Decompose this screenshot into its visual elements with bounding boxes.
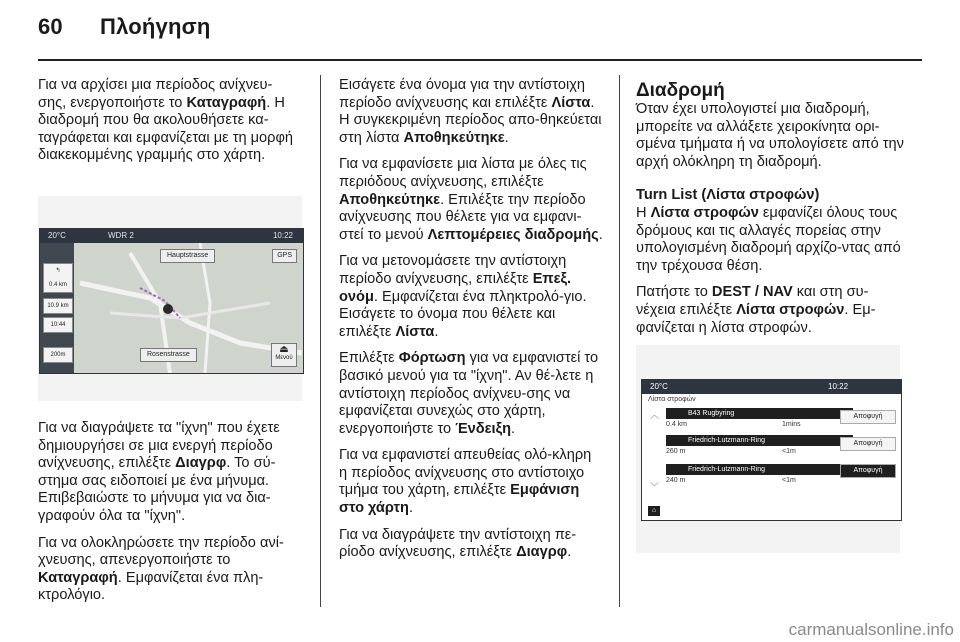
column-divider-1 xyxy=(320,75,321,607)
paragraph: Επιλέξτε Φόρτωση για να εμφανιστεί το βασικό μενού για τα "ίχνη". Αν θέ-λετε η αντίστοιχη περίοδος ανίχνευ-σης να εμφανίζεται συνεχώς στο χάρτη, ενεργοποιήστε το Ένδειξη. xyxy=(339,350,599,437)
scale-readout: 200m xyxy=(43,347,73,363)
paragraph: Όταν έχει υπολογιστεί μια διαδρομή, μπορείτε να αλλάξετε χειροκίνητα ορι-σμένα τμήματα ή να υπολογίσετε από την αρχή ολόκληρη τη διαδρομή. xyxy=(636,101,904,170)
arrival-time: 10:44 xyxy=(43,317,73,333)
section-heading: Διαδρομή xyxy=(636,80,725,101)
page-number: 60 xyxy=(38,14,63,39)
watermark: carmanualsonline.info xyxy=(788,620,954,639)
scroll-down-icon[interactable]: ﹀ xyxy=(650,482,660,492)
turn-list-row[interactable]: Friedrich-Lutzmann-Ring xyxy=(666,464,853,475)
paragraph: Για να διαγράψετε την αντίστοιχη πε-ρίοδο ανίχνευσης, επιλέξτε Διαγρφ. xyxy=(339,526,577,561)
person-icon: ⏏ xyxy=(279,344,289,355)
distance-readout: 10.9 km xyxy=(43,298,73,314)
status-bar: 20°C WDR 2 10:22 xyxy=(40,229,303,243)
avoid-button[interactable]: Αποφυγή xyxy=(840,410,896,424)
paragraph: Η Λίστα στροφών εμφανίζει όλους τους δρόμους και τις αλλαγές πορείας στην υπολογισμένη διαδρομή αρχίζο-ντας από την τρέχουσα θέση. xyxy=(636,204,901,274)
paragraph: Για να διαγράψετε τα "ίχνη" που έχετε δημιουργήσει σε μια ενεργή περίοδο ανίχνευσης, επιλέξτε Διαγρφ. Το σύ-στημα σας ειδοποιεί με ένα μήνυμα. Επιβεβαιώστε το μήνυμα για να δια-γραφούν όλα τα "ίχνη". xyxy=(38,420,280,524)
paragraph: Για να εμφανιστεί απευθείας ολό-κληρη η περίοδος ανίχνευσης στο αντίστοιχο τμήμα του χάρτη, επιλέξτε Εμφάνιση στο χάρτη. xyxy=(339,447,592,517)
scroll-up-icon[interactable]: ︿ xyxy=(650,410,660,420)
page-title: Πλοήγηση xyxy=(100,14,211,39)
status-bar: 20°C 10:22 xyxy=(642,380,901,394)
avoid-button[interactable]: Αποφυγή xyxy=(840,437,896,451)
subsection-heading: Turn List (Λίστα στροφών) xyxy=(636,187,820,204)
gps-label: GPS xyxy=(272,249,297,263)
column-2 xyxy=(339,77,603,571)
turn-arrow-button[interactable]: ↰ 0.4 km xyxy=(43,263,73,293)
avoid-button[interactable]: Αποφυγή xyxy=(840,464,896,478)
paragraph: Πατήστε το DEST / NAV και στη συ-νέχεια επιλέξτε Λίστα στροφών. Εμ-φανίζεται η λίστα στροφών. xyxy=(636,284,876,336)
turn-list-screenshot: 20°C 10:22 Λίστα στροφών ︿ ﹀ B43 Rugbyring 0.4 km 1mins Αποφυγή Friedrich-Lutzmann-Ring 260 m <1m Αποφυγή Friedrich-Lutzmann-Ring 240 m <1m Αποφυγή ⌂ xyxy=(641,379,902,521)
map-sidebar xyxy=(40,243,74,373)
column-divider-2 xyxy=(619,75,620,607)
paragraph: Για να εμφανίσετε μια λίστα με όλες τις περιόδους ανίχνευσης, επιλέξτε Αποθηκεύτηκε. Επιλέξτε την περίοδο ανίχνευσης που θέλετε για να εμφανι-στεί το μενού Λεπτομέρειες διαδρομής. xyxy=(339,156,603,243)
column-1 xyxy=(38,77,300,174)
paragraph: Για να αρχίσει μια περίοδος ανίχνευ-σης, ενεργοποιήστε το Καταγραφή. Η διαδρομή που θα ακολουθήσετε κα-ταγράφεται και εμφανίζεται με τη μορφή διακεκομμένης γραμμής στο χάρτη. xyxy=(38,77,294,164)
menu-button[interactable]: ⏏ Μενού xyxy=(271,343,297,367)
screen-title: Λίστα στροφών xyxy=(648,396,696,403)
home-icon[interactable]: ⌂ xyxy=(648,506,660,516)
paragraph: Για να μετονομάσετε την αντίστοιχη περίοδο ανίχνευσης, επιλέξτε Επεξ. ονόμ. Εμφανίζεται ένα πληκτρολό-γιο. Εισάγετε το όνομα που θέλετε και επιλέξτε Λίστα. xyxy=(339,253,587,340)
column-3 xyxy=(636,80,908,346)
paragraph: Για να ολοκληρώσετε την περίοδο ανί-χνευσης, απενεργοποιήστε το Καταγραφή. Εμφανίζεται ένα πλη-κτρολόγιο. xyxy=(38,534,284,604)
map-area[interactable] xyxy=(40,243,303,373)
map-screenshot xyxy=(39,228,304,374)
turn-list-row[interactable]: Friedrich-Lutzmann-Ring xyxy=(666,435,853,446)
street-label-bottom: Rosenstrasse xyxy=(140,348,197,362)
street-label-top: Hauptstrasse xyxy=(160,249,215,263)
column-1-lower xyxy=(38,420,302,614)
header-rule xyxy=(38,59,922,61)
page-header xyxy=(38,14,211,40)
paragraph: Εισάγετε ένα όνομα για την αντίστοιχη περίοδο ανίχνευσης και επιλέξτε Λίστα. Η συγκεκριμένη περίοδος απο-θηκεύεται στη λίστα Αποθηκεύτηκε. xyxy=(339,77,602,146)
turn-list-row[interactable]: B43 Rugbyring xyxy=(666,408,853,419)
